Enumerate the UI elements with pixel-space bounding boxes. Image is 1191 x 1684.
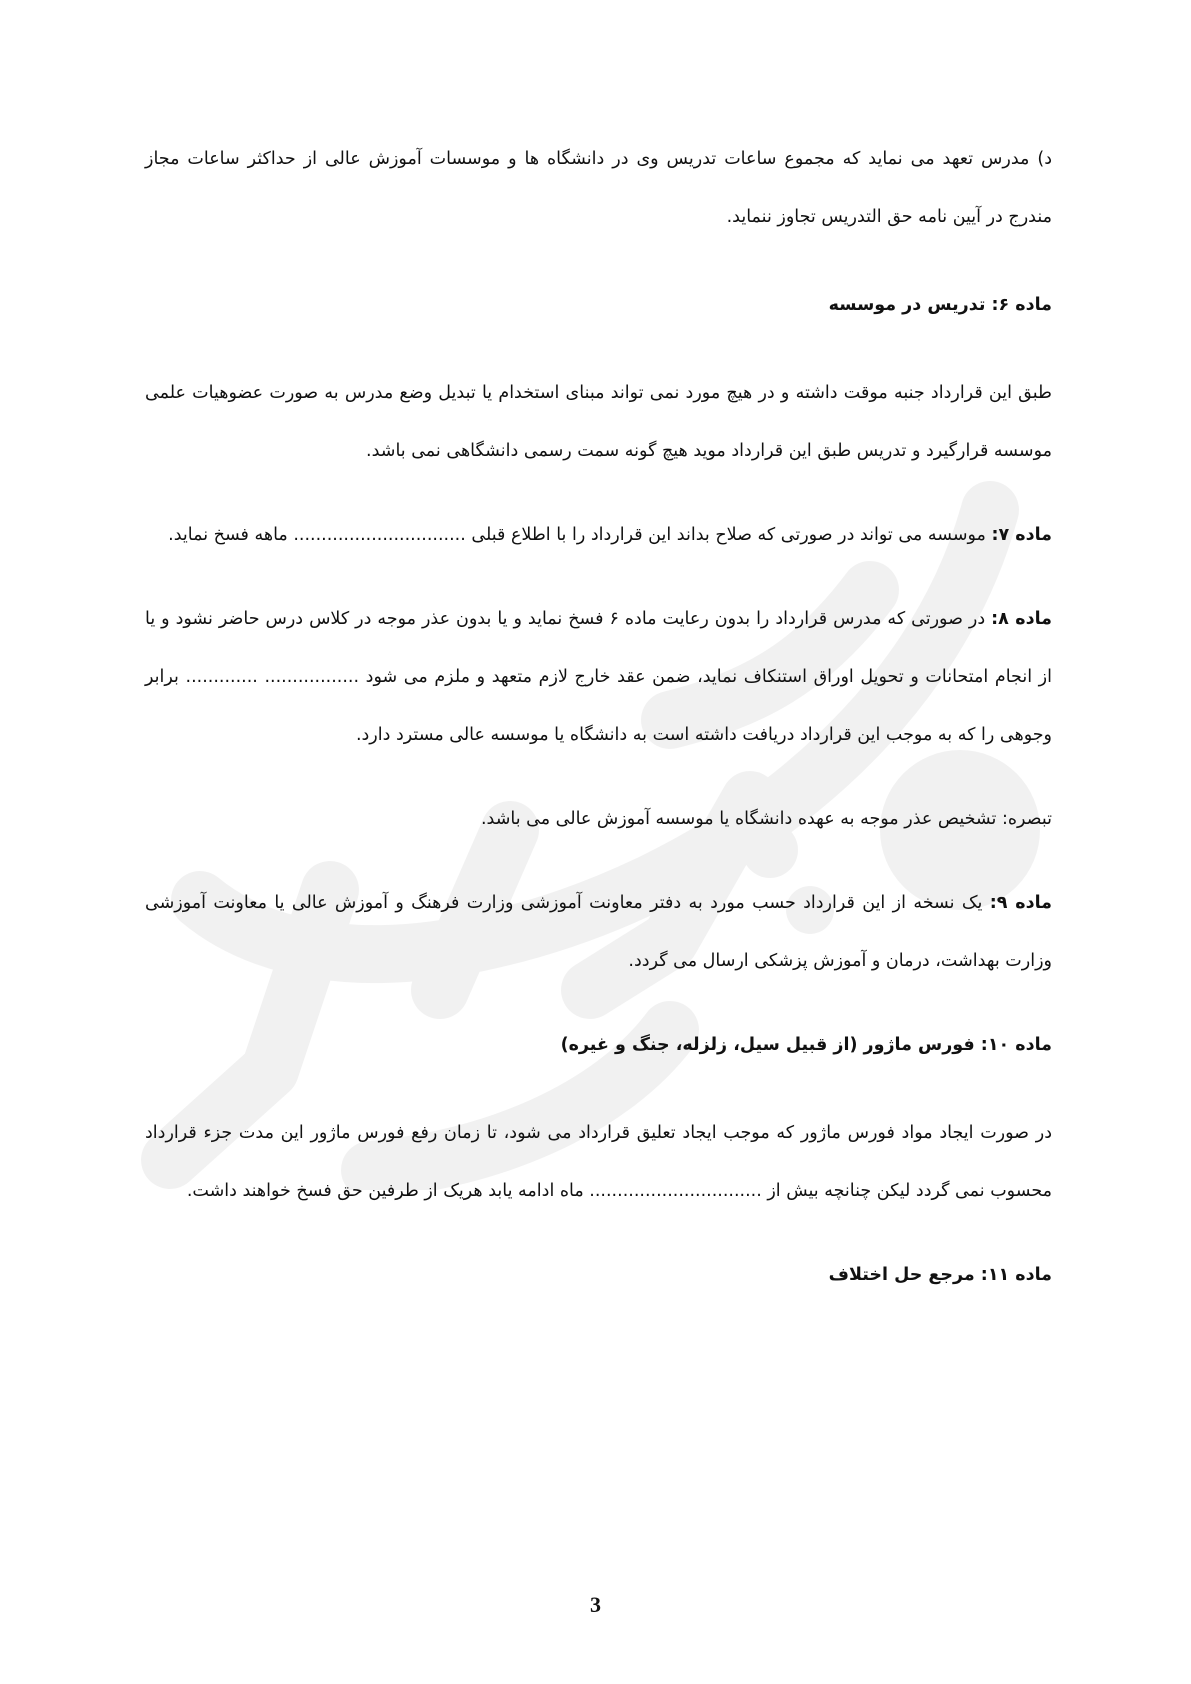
article-8 <box>145 590 1052 764</box>
article-10-heading: ماده ۱۰: فورس ماژور (از قبیل سیل، زلزله، جنگ و غیره) <box>560 1035 1052 1055</box>
document-body <box>145 130 1052 1304</box>
article-7-label: ماده ۷: <box>991 525 1052 545</box>
clause-d-text: د) مدرس تعهد می نماید که مجموع ساعات تدریس وی در دانشگاه ها و موسسات آموزش عالی از حداکثر ساعات مجاز مندرج در آیین نامه حق التدریس تجاوز ننماید. <box>145 149 1052 227</box>
note: تبصره: تشخیص عذر موجه به عهده دانشگاه یا موسسه آموزش عالی می باشد. <box>480 809 1052 829</box>
article-6-body: طبق این قرارداد جنبه موقت داشته و در هیچ مورد نمی تواند مبنای استخدام یا تبدیل وضع مدرس به صورت عضوهیات علمی موسسه قرارگیرد و تدریس طبق این قرارداد موید هیچ گونه سمت رسمی دانشگاهی نمی باشد. <box>145 383 1052 461</box>
article-9-body: یک نسخه از این قرارداد حسب مورد به دفتر معاونت آموزشی وزارت فرهنگ و آموزش عالی یا معاونت آموزشی وزارت بهداشت، درمان و آموزش پزشکی ارسال می گردد. <box>145 893 1052 971</box>
article-9-label: ماده ۹: <box>989 893 1053 913</box>
article-8-body: در صورتی که مدرس قرارداد را بدون رعایت ماده ۶ فسخ نماید و یا بدون عذر موجه در کلاس درس حاضر نشود و یا از انجام امتحانات و تحویل اوراق استنکاف نماید، ضمن عقد خارج لازم متعهد و ملزم می شود ................. ............. برابر وجوهی را که به موجب این قرارداد دریافت داشته است به دانشگاه یا موسسه عالی مسترد دارد. <box>145 609 1052 745</box>
article-7 <box>145 506 1052 564</box>
article-7-body: موسسه می تواند در صورتی که صلاح بداند این قرارداد را با اطلاع قبلی ............................... ماهه فسخ نماید. <box>168 525 992 545</box>
article-6-heading: ماده ۶: تدریس در موسسه <box>828 295 1052 315</box>
clause-d <box>145 130 1052 246</box>
article-8-label: ماده ۸: <box>991 609 1053 629</box>
article-9 <box>145 874 1052 990</box>
page-number: 3 <box>590 1592 601 1617</box>
article-10-body: در صورت ایجاد مواد فورس ماژور که موجب ایجاد تعلیق قرارداد می شود، تا زمان رفع فورس ماژور این مدت جزء قرارداد محسوب نمی گردد لیکن چنانچه بیش از ............................... ماه ادامه یابد هریک از طرفین حق فسخ خواهند داشت. <box>145 1123 1052 1201</box>
article-11-heading: ماده ۱۱: مرجع حل اختلاف <box>828 1265 1052 1285</box>
